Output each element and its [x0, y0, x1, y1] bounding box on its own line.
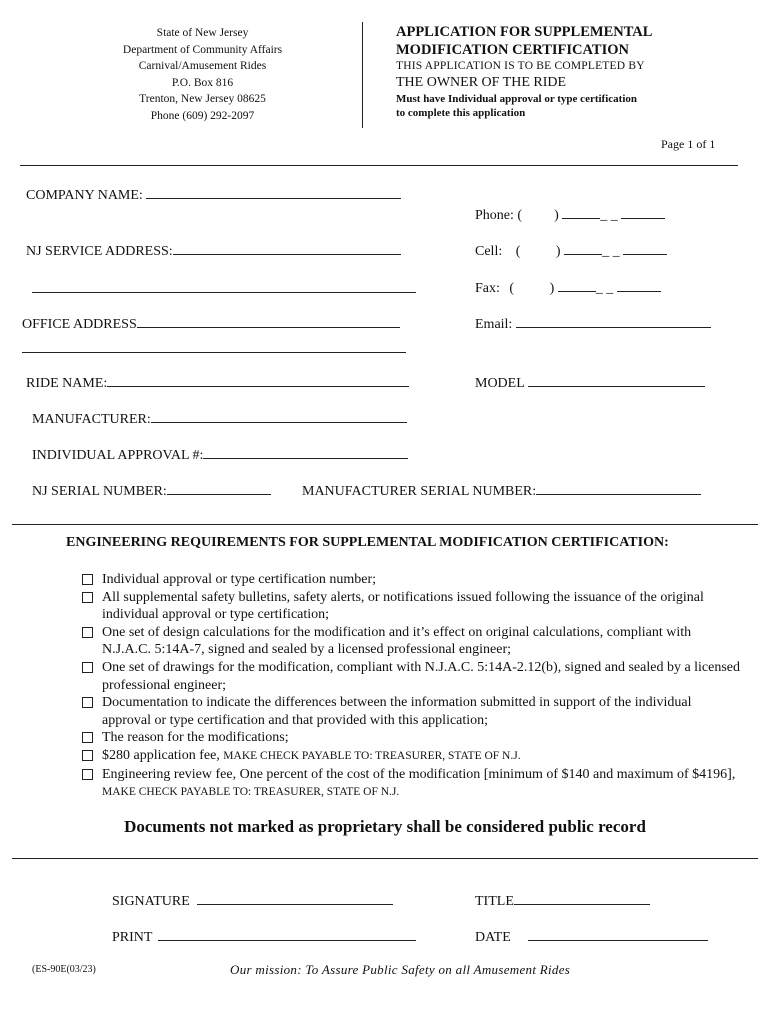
print-line[interactable]: [158, 928, 416, 941]
mfr-serial-line[interactable]: [536, 482, 701, 495]
print-field[interactable]: [112, 928, 416, 946]
nj-serial-field[interactable]: [32, 482, 271, 500]
manufacturer-label: MANUFACTURER:: [32, 412, 151, 427]
signature-rule: [12, 858, 758, 859]
individual-approval-field[interactable]: [32, 446, 408, 464]
nj-serial-label: NJ SERIAL NUMBER:: [32, 484, 167, 499]
header-divider: [362, 22, 363, 128]
model-label: MODEL: [475, 376, 525, 391]
title-line[interactable]: [514, 892, 650, 905]
engineering-title: ENGINEERING REQUIREMENTS FOR SUPPLEMENTAL MODIFICATION CERTIFICATION:: [66, 535, 669, 550]
signature-line[interactable]: [197, 892, 393, 905]
model-line[interactable]: [528, 374, 705, 387]
fax-label: Fax:: [475, 281, 500, 296]
company-name-field[interactable]: [26, 186, 401, 204]
nj-service-address-line[interactable]: [173, 242, 401, 255]
requirement-note-line1: Must have Individual approval or type certification: [396, 93, 637, 105]
cell-label: Cell:: [475, 244, 503, 259]
checkbox[interactable]: [82, 592, 93, 603]
phone-label: Phone: (: [475, 208, 523, 223]
agency-line: Carnival/Amusement Rides: [138, 60, 267, 72]
print-label: PRINT: [112, 930, 153, 945]
email-line[interactable]: [516, 315, 711, 328]
signature-field[interactable]: [112, 892, 393, 910]
form-code: (ES-90E(03/23): [32, 964, 96, 975]
checkbox[interactable]: [82, 732, 93, 743]
phone-field[interactable]: Phone: ( ) _ _: [475, 206, 665, 224]
checklist-item[interactable]: One set of drawings for the modification, compliant with N.J.A.C. 5:14A-2.12(b), signed and sealed by a licensed professional engineer;: [80, 659, 742, 694]
agency-line: Department of Community Affairs: [122, 43, 283, 56]
checklist-item[interactable]: The reason for the modifications;: [80, 729, 742, 747]
checklist-item[interactable]: All supplemental safety bulletins, safety alerts, or notifications issued following the issuance of the original individual approval or type certification;: [80, 589, 742, 624]
nj-service-address-line2[interactable]: [32, 292, 416, 293]
date-field[interactable]: [475, 928, 708, 946]
office-address-line[interactable]: [137, 315, 400, 328]
fax-field[interactable]: Fax: ( ) _ _: [475, 279, 661, 297]
checkbox[interactable]: [82, 697, 93, 708]
checklist-item[interactable]: One set of design calculations for the modification and it’s effect on original calculations, compliant with N.J.A.C. 5:14A-7, signed and sealed by a licensed professional engineer;: [80, 624, 742, 659]
ride-name-line[interactable]: [107, 374, 409, 387]
ride-name-label: RIDE NAME:: [26, 376, 108, 391]
checklist-item[interactable]: Individual approval or type certification number;: [80, 571, 742, 589]
company-name-line[interactable]: [146, 186, 401, 199]
agency-line: State of New Jersey: [156, 27, 249, 39]
checkbox[interactable]: [82, 574, 93, 585]
mfr-serial-label: MANUFACTURER SERIAL NUMBER:: [302, 484, 537, 499]
nj-service-address-field[interactable]: [26, 242, 401, 260]
nj-serial-line[interactable]: [167, 482, 271, 495]
agency-address: [90, 25, 315, 124]
mfr-serial-field[interactable]: [302, 482, 701, 500]
owner-text: THE OWNER OF THE RIDE: [396, 75, 567, 90]
checkbox[interactable]: [82, 769, 93, 780]
requirement-note-line2: to complete this application: [396, 107, 526, 119]
office-address-field[interactable]: [22, 315, 400, 333]
cell-field[interactable]: Cell: ( ) _ _: [475, 242, 667, 260]
form-title-line1: APPLICATION FOR SUPPLEMENTAL: [396, 24, 653, 40]
title-label: TITLE: [475, 894, 514, 909]
manufacturer-line[interactable]: [151, 410, 407, 423]
date-line[interactable]: [528, 928, 708, 941]
signature-label: SIGNATURE: [112, 894, 190, 909]
form-title-line2: MODIFICATION CERTIFICATION: [396, 42, 629, 58]
ride-name-field[interactable]: [26, 374, 409, 392]
page-number: Page 1 of 1: [661, 137, 716, 151]
nj-service-address-label: NJ SERVICE ADDRESS:: [26, 244, 173, 259]
public-record-notice: Documents not marked as proprietary shall be considered public record: [124, 817, 646, 836]
checklist-item[interactable]: Documentation to indicate the differences between the information submitted in support of the individual approval or type certification and that provided with this application;: [80, 694, 742, 729]
checkbox[interactable]: [82, 627, 93, 638]
manufacturer-field[interactable]: [32, 410, 407, 428]
completed-by-text: THIS APPLICATION IS TO BE COMPLETED BY: [396, 60, 645, 72]
office-address-line2[interactable]: [22, 352, 406, 353]
individual-approval-label: INDIVIDUAL APPROVAL #:: [32, 448, 204, 463]
office-address-label: OFFICE ADDRESS: [22, 317, 137, 332]
email-field[interactable]: [475, 315, 711, 333]
date-label: DATE: [475, 930, 511, 945]
mission-statement: Our mission: To Assure Public Safety on all Amusement Rides: [230, 962, 571, 977]
email-label: Email:: [475, 317, 513, 332]
checkbox[interactable]: [82, 662, 93, 673]
individual-approval-line[interactable]: [203, 446, 408, 459]
agency-line: Trenton, New Jersey 08625: [139, 93, 266, 105]
header-rule: [20, 165, 738, 166]
title-field[interactable]: [475, 892, 650, 910]
checklist-item[interactable]: $280 application fee, MAKE CHECK PAYABLE TO: TREASURER, STATE OF N.J.: [80, 747, 742, 766]
agency-line: Phone (609) 292-2097: [150, 109, 255, 122]
agency-line: P.O. Box 816: [171, 76, 234, 89]
requirements-checklist: [80, 571, 742, 802]
checklist-item[interactable]: Engineering review fee, One percent of the cost of the modification [minimum of $140 and maximum of $4196], MAKE CHECK PAYABLE TO: TREASURER, STATE OF N.J.: [80, 766, 742, 802]
company-name-label: COMPANY NAME:: [26, 188, 147, 203]
model-field[interactable]: [475, 374, 705, 392]
checkbox[interactable]: [82, 750, 93, 761]
section-rule: [12, 524, 758, 525]
